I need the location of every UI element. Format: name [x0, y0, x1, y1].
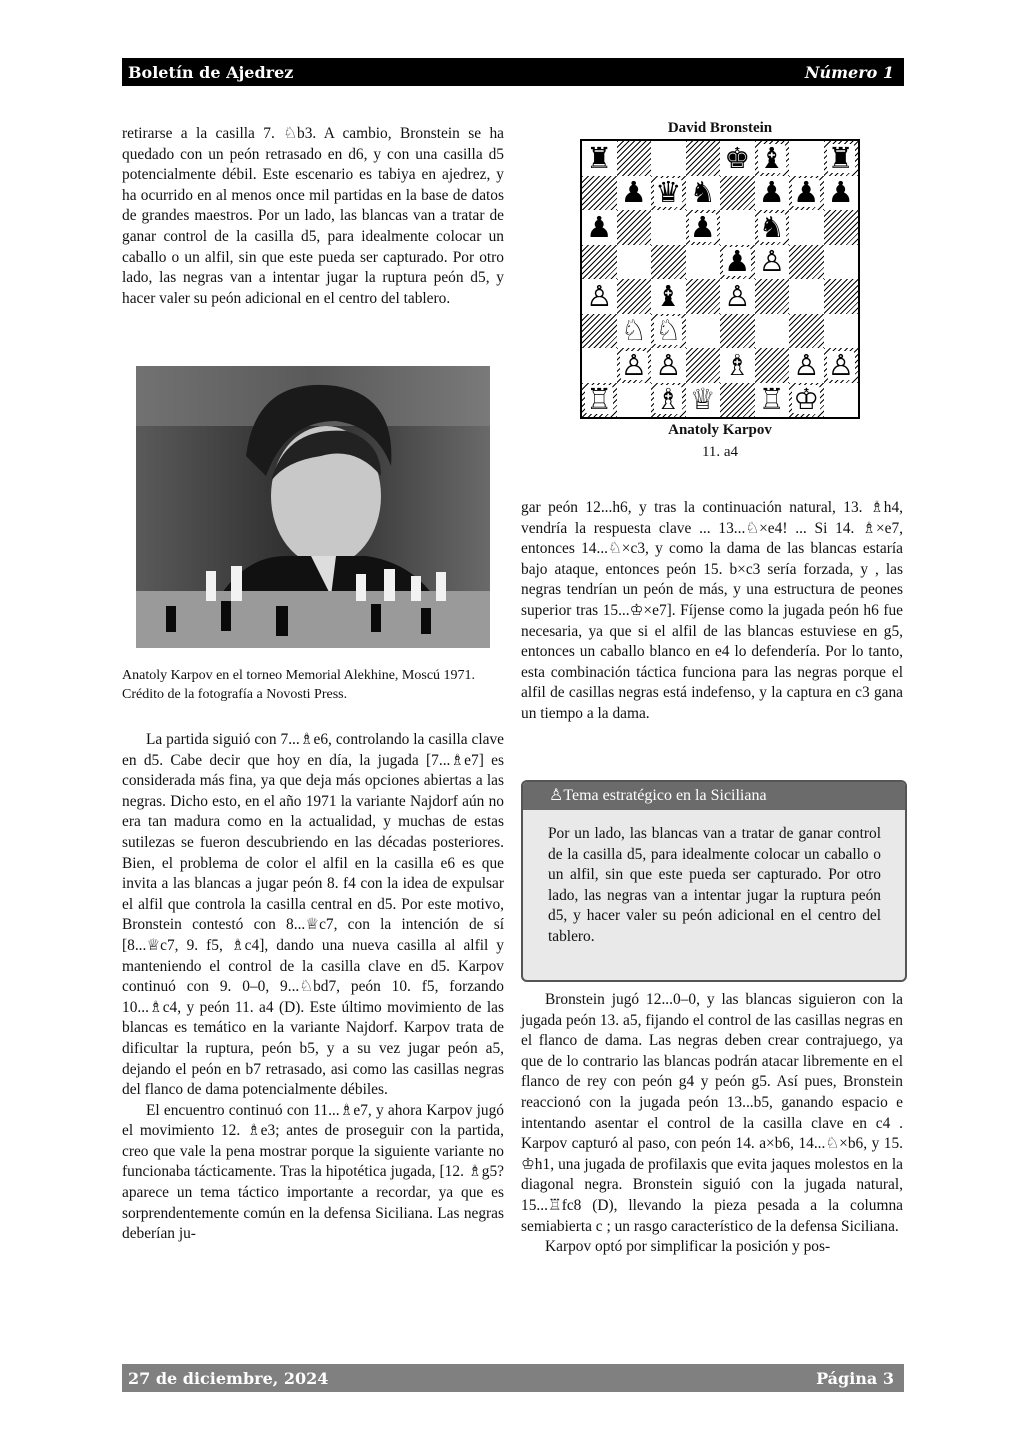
chess-piece-icon: ♗	[724, 347, 751, 382]
chess-piece-icon: ♞	[689, 175, 716, 210]
paragraph: gar peón 12...h6, y tras la continuación natural, 13. ♗h4, vendría la respuesta clave ... 13...♘×e4! ... Si 14. ♗×e7, entonces 14...♘×c3, y como la dama de las blancas estaría bajo ataque, entonces peón 15. b×c3 sería forzada, y , las negras tendrían un peón de más, y una estructura de peones superior tras 15...♔×e7]. Fíjense como la jugada peón h6 fue necesaria, ya que si el alfil de las blancas estuviese en g5, entonces un caballo blanco en e4 lo defendería. Por lo tanto, esta combinación táctica funciona para las negras porque el alfil de casillas negras está indefenso, y la captura en c3 gana un tiempo a la dama.	[521, 499, 903, 722]
square-e5	[720, 245, 755, 280]
square-h2	[824, 348, 859, 383]
chess-piece-icon: ♙	[655, 347, 682, 382]
square-g2	[789, 348, 824, 383]
square-c2	[651, 348, 686, 383]
square-h7	[824, 176, 859, 211]
chess-piece-icon: ♘	[620, 313, 647, 348]
publication-date: 27 de diciembre, 2024	[128, 1369, 329, 1388]
chess-piece-icon: ♙	[620, 347, 647, 382]
square-f1	[755, 383, 790, 418]
square-d8	[686, 141, 721, 176]
square-h3	[824, 314, 859, 349]
square-a5	[582, 245, 617, 280]
chess-piece-icon: ♖	[586, 382, 613, 417]
square-h1	[824, 383, 859, 418]
page-number: Página 3	[816, 1369, 894, 1388]
square-c7	[651, 176, 686, 211]
square-g6	[789, 210, 824, 245]
chess-piece-icon: ♙	[724, 278, 751, 313]
square-g3	[789, 314, 824, 349]
right-column-body	[521, 990, 903, 1258]
square-c8	[651, 141, 686, 176]
square-h5	[824, 245, 859, 280]
square-d3	[686, 314, 721, 349]
square-e6	[720, 210, 755, 245]
footer-bar	[122, 1364, 904, 1392]
karpov-photo	[136, 366, 490, 648]
chess-diagram	[580, 139, 860, 419]
left-column-body	[122, 730, 504, 1245]
square-h6	[824, 210, 859, 245]
chess-piece-icon: ♙	[758, 244, 785, 279]
square-e2	[720, 348, 755, 383]
chess-piece-icon: ♗	[655, 382, 682, 417]
chess-piece-icon: ♜	[586, 140, 613, 175]
square-a8	[582, 141, 617, 176]
square-c6	[651, 210, 686, 245]
chess-piece-icon: ♚	[724, 140, 751, 175]
square-f2	[755, 348, 790, 383]
paragraph: La partida siguió con 7...♗e6, controlando la casilla clave en d5. Cabe decir que hoy en día, la jugada [7...♗e7] es considerada más fina, ya que deja más opciones abiertas a las negras. Dicho esto, en el año 1971 la variante Najdorf aún no era tan madura como en la actualidad, y muchas de estas sutilezas se fueron descubriendo en las décadas posteriores. Bien, el problema de color el alfil en la casilla e6 es que invita a las blancas a jugar peón 8. f4 con la idea de expulsar el alfil que controla la casilla central en d5. Por este motivo, Bronstein contestó con 8...♕c7, con la intención de sí [8...♕c7, 9. f5, ♗c4], dando una nueva casilla al alfil y manteniendo el control de la casilla clave en d5. Karpov continuó con 9. 0–0, 9...♘bd7, peón 10. f5, forzando 10...♗c4, y peón 11. a4 (D). Este último movimiento de las blancas es temático en la variante Najdorf. Karpov trata de dificultar la ruptura, peón b5, y a su vez jugar peón a5, dejando el peón en b7 retrasado, asi como las casillas negras del flanco de dama potencialmente débiles.	[122, 731, 504, 1099]
square-e7	[720, 176, 755, 211]
square-b5	[617, 245, 652, 280]
square-g4	[789, 279, 824, 314]
header-bar	[122, 58, 904, 86]
square-b4	[617, 279, 652, 314]
square-d1	[686, 383, 721, 418]
square-a1	[582, 383, 617, 418]
square-e3	[720, 314, 755, 349]
chess-piece-icon: ♖	[758, 382, 785, 417]
callout-text: Por un lado, las blancas van a tratar de ganar control de la casilla d5, para idealmente colocar un caballo o un alfil, sin que este pueda ser capturado. Por otro lado, las negras van a intentar jugar la ruptura peón d5, y hacer valer su peón adicional en el centro del tablero.	[548, 825, 881, 945]
square-a4	[582, 279, 617, 314]
chess-piece-icon: ♝	[655, 278, 682, 313]
left-column	[122, 124, 504, 309]
square-f8	[755, 141, 790, 176]
paragraph: El encuentro continuó con 11...♗e7, y ahora Karpov jugó el movimiento 12. ♗e3; antes de proseguir con la partida, creo que vale la pena mostrar porque la siguiente variante no funcionaba tácticamente. Tras la hipotética jugada, [12. ♗g5? aparece un tema táctico importante a recordar, ya que es sorprendentemente común en la defensa Siciliana. Las negras deberían ju-	[122, 1101, 504, 1243]
chess-piece-icon: ♔	[793, 382, 820, 417]
square-a2	[582, 348, 617, 383]
top-player-name: David Bronstein	[667, 120, 773, 136]
square-b6	[617, 210, 652, 245]
chess-piece-icon: ♟	[758, 175, 785, 210]
paragraph: Bronstein jugó 12...0–0, y las blancas siguieron con la jugada peón 13. a5, fijando el control de las casillas negras en el flanco de dama. Las negras deben crear contrajuego, ya que de lo contrario las blancas podrán atacar libremente en el flanco de rey con peón g4 y peón g5. Así pues, Bronstein reaccionó con la jugada peón 13...b5, ganando espacio e intentando asentar el control de la casilla clave en c4 . Karpov capturó al paso, con peón 14. a×b6, 14...♘×b6, y 15. ♔h1, una jugada de profilaxis que evita jaques molestos en la diagonal negra. Bronstein siguió con la jugada natural, 15...♖fc8 (D), llevando la pieza pesada a la columna semiabierta c ; un rasgo característico de la defensa Siciliana.	[521, 991, 903, 1235]
square-c3	[651, 314, 686, 349]
square-e4	[720, 279, 755, 314]
square-e1	[720, 383, 755, 418]
square-d5	[686, 245, 721, 280]
square-a7	[582, 176, 617, 211]
chess-piece-icon: ♕	[689, 382, 716, 417]
chess-piece-icon: ♝	[758, 140, 785, 175]
chess-piece-icon: ♟	[724, 244, 751, 279]
chess-piece-icon: ♟	[689, 209, 716, 244]
paragraph: retirarse a la casilla 7. ♘b3. A cambio, Bronstein se ha quedado con un peón retrasado en d6, y con una casilla d5 potencialmente débil. Este escenario es tabiya en ajedrez, y ha ocurrido en al menos once mil partidas en la base de datos de grandes maestros. Por un lado, las blancas van a tratar de ganar control de la casilla d5, para idealmente colocar un caballo o un alfil, sin que este pueda ser capturado. Por otro lado, las negras van a intentar jugar la ruptura peón d5, y hacer valer su peón adicional en el centro del tablero.	[122, 125, 504, 307]
square-c5	[651, 245, 686, 280]
photo-caption: Anatoly Karpov en el torneo Memorial Alekhine, Moscú 1971. Crédito de la fotografía a Novosti Press.	[122, 668, 476, 702]
newsletter-title: Boletín de Ajedrez	[128, 63, 294, 82]
square-f4	[755, 279, 790, 314]
chess-piece-icon: ♜	[827, 140, 854, 175]
square-b8	[617, 141, 652, 176]
chess-piece-icon: ♟	[793, 175, 820, 210]
square-c1	[651, 383, 686, 418]
square-h4	[824, 279, 859, 314]
square-g5	[789, 245, 824, 280]
chess-piece-icon: ♟	[827, 175, 854, 210]
issue-number: Número 1	[804, 63, 894, 82]
square-d7	[686, 176, 721, 211]
square-a6	[582, 210, 617, 245]
callout-title: ♙Tema estratégico en la Siciliana	[523, 782, 905, 810]
square-f6	[755, 210, 790, 245]
square-f3	[755, 314, 790, 349]
square-d4	[686, 279, 721, 314]
paragraph: Karpov optó por simplificar la posición y pos-	[545, 1238, 831, 1256]
square-b2	[617, 348, 652, 383]
chess-piece-icon: ♙	[827, 347, 854, 382]
square-c4	[651, 279, 686, 314]
chess-piece-icon: ♟	[586, 209, 613, 244]
bottom-player-name: Anatoly Karpov	[668, 422, 772, 438]
chess-piece-icon: ♙	[586, 278, 613, 313]
square-f7	[755, 176, 790, 211]
square-f5	[755, 245, 790, 280]
square-a3	[582, 314, 617, 349]
chess-piece-icon: ♘	[655, 313, 682, 348]
square-h8	[824, 141, 859, 176]
callout-box	[521, 780, 907, 982]
right-column	[521, 498, 903, 725]
chess-piece-icon: ♛	[655, 175, 682, 210]
square-g1	[789, 383, 824, 418]
diagram-move: 11. a4	[701, 444, 739, 460]
square-d2	[686, 348, 721, 383]
square-b7	[617, 176, 652, 211]
square-e8	[720, 141, 755, 176]
chess-piece-icon: ♟	[620, 175, 647, 210]
chess-piece-icon: ♙	[793, 347, 820, 382]
square-b1	[617, 383, 652, 418]
square-g7	[789, 176, 824, 211]
square-d6	[686, 210, 721, 245]
square-b3	[617, 314, 652, 349]
square-g8	[789, 141, 824, 176]
chess-piece-icon: ♞	[758, 209, 785, 244]
